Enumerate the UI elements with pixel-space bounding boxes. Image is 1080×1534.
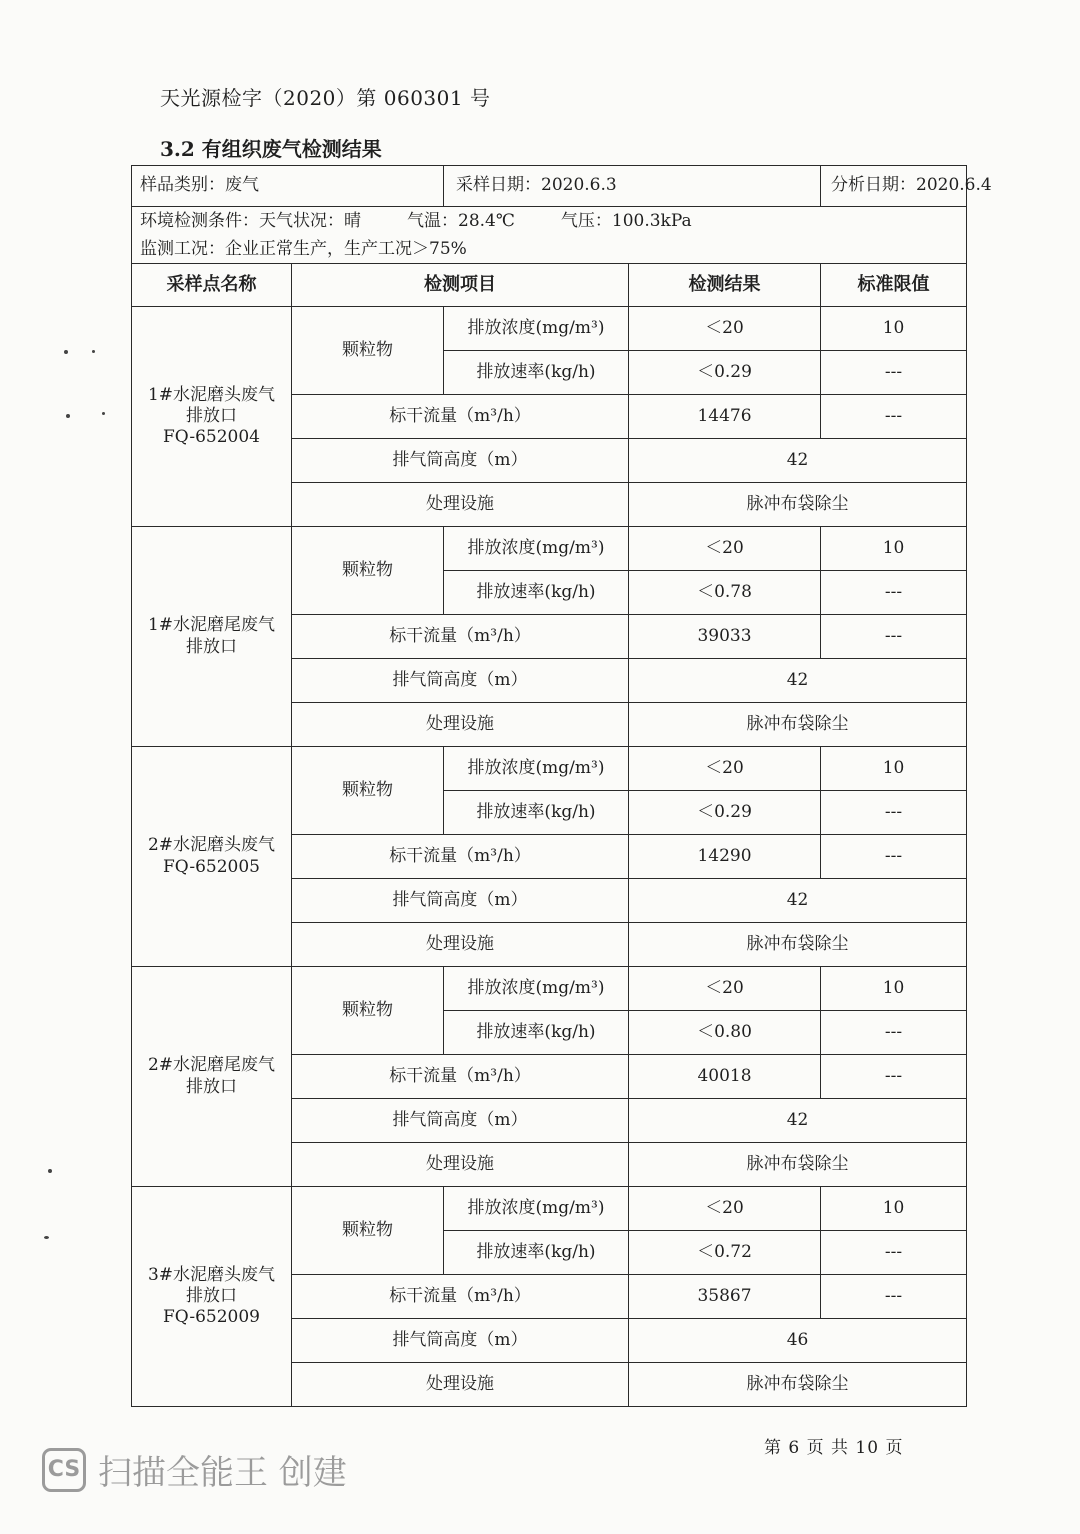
scan-speck	[48, 1169, 52, 1173]
flow-label: 标干流量（m³/h）	[292, 835, 629, 879]
concentration-label: 排放浓度(mg/m³)	[444, 307, 629, 351]
site-name-line: 排放口	[186, 636, 237, 657]
sampling-date-value: 2020.6.3	[541, 175, 617, 196]
rate-label: 排放速率(kg/h)	[444, 351, 629, 395]
rate-limit: ---	[821, 791, 967, 835]
concentration-label: 排放浓度(mg/m³)	[444, 1187, 629, 1231]
site-name-line: 2#水泥磨尾废气	[147, 1055, 276, 1076]
rate-result: ＜0.78	[629, 571, 821, 615]
flow-limit: ---	[821, 835, 967, 879]
treatment-label: 处理设施	[292, 483, 629, 527]
rate-result: ＜0.29	[629, 351, 821, 395]
watermark-text: 扫描全能王 创建	[98, 1453, 347, 1493]
treatment-value: 脉冲布袋除尘	[629, 1143, 967, 1187]
stack-height-value: 46	[629, 1319, 967, 1363]
site-name-cell	[132, 747, 292, 967]
flow-result: 35867	[629, 1275, 821, 1319]
concentration-result: ＜20	[629, 747, 821, 791]
concentration-label: 排放浓度(mg/m³)	[444, 527, 629, 571]
rate-limit: ---	[821, 571, 967, 615]
section-title: 3.2 有组织废气检测结果	[160, 137, 382, 161]
stack-height-value: 42	[629, 879, 967, 923]
flow-label: 标干流量（m³/h）	[292, 1275, 629, 1319]
stack-height-label: 排气筒高度（m）	[292, 659, 629, 703]
stack-height-value: 42	[629, 439, 967, 483]
treatment-value: 脉冲布袋除尘	[629, 703, 967, 747]
document-number: 天光源检字（2020）第 060301 号	[160, 86, 491, 110]
concentration-limit: 10	[821, 527, 967, 571]
concentration-limit: 10	[821, 967, 967, 1011]
scan-speck	[64, 350, 68, 354]
flow-limit: ---	[821, 1055, 967, 1099]
flow-label: 标干流量（m³/h）	[292, 615, 629, 659]
environment-row	[132, 207, 967, 264]
particulate-label: 颗粒物	[292, 967, 444, 1055]
table-row	[132, 1187, 967, 1231]
rate-label: 排放速率(kg/h)	[444, 571, 629, 615]
header-limit: 标准限值	[821, 264, 967, 307]
table-row	[132, 747, 967, 791]
rate-limit: ---	[821, 351, 967, 395]
concentration-limit: 10	[821, 1187, 967, 1231]
site-name-line: 2#水泥磨头废气	[147, 835, 276, 856]
header-item: 检测项目	[292, 264, 629, 307]
scan-speck	[44, 1236, 49, 1239]
site-name-line: FQ-652004	[163, 427, 260, 448]
site-name-cell	[132, 307, 292, 527]
treatment-value: 脉冲布袋除尘	[629, 483, 967, 527]
header-row	[132, 264, 967, 307]
header-result: 检测结果	[629, 264, 821, 307]
rate-result: ＜0.80	[629, 1011, 821, 1055]
site-name-line: 排放口	[186, 1285, 237, 1306]
site-name-line: FQ-652005	[163, 856, 260, 877]
particulate-label: 颗粒物	[292, 307, 444, 395]
treatment-label: 处理设施	[292, 1363, 629, 1407]
site-name-line: 1#水泥磨尾废气	[147, 615, 276, 636]
concentration-result: ＜20	[629, 967, 821, 1011]
particulate-label: 颗粒物	[292, 527, 444, 615]
sampling-date-label: 采样日期：	[456, 175, 541, 196]
flow-limit: ---	[821, 1275, 967, 1319]
analysis-date-cell	[821, 166, 992, 207]
rate-result: ＜0.29	[629, 791, 821, 835]
treatment-value: 脉冲布袋除尘	[629, 923, 967, 967]
rate-label: 排放速率(kg/h)	[444, 791, 629, 835]
concentration-label: 排放浓度(mg/m³)	[444, 747, 629, 791]
sample-type-cell	[132, 166, 444, 207]
particulate-label: 颗粒物	[292, 1187, 444, 1275]
site-name-line: 3#水泥磨头废气	[147, 1264, 276, 1285]
environment-cell	[132, 207, 967, 264]
treatment-value: 脉冲布袋除尘	[629, 1363, 967, 1407]
site-name-cell	[132, 527, 292, 747]
temperature-text: 气温：28.4℃	[407, 211, 515, 231]
flow-limit: ---	[821, 615, 967, 659]
pressure-text: 气压：100.3kPa	[560, 211, 692, 231]
emission-results-table	[131, 165, 992, 1407]
sample-type-label: 样品类别：	[140, 175, 225, 196]
meta-row	[132, 166, 967, 207]
stack-height-label: 排气筒高度（m）	[292, 439, 629, 483]
rate-label: 排放速率(kg/h)	[444, 1231, 629, 1275]
concentration-result: ＜20	[629, 307, 821, 351]
header-site: 采样点名称	[132, 264, 292, 307]
site-name-line: FQ-652009	[163, 1307, 260, 1328]
site-name-line: 1#水泥磨头废气	[147, 384, 276, 405]
site-name-line: 排放口	[186, 405, 237, 426]
flow-result: 39033	[629, 615, 821, 659]
stack-height-label: 排气筒高度（m）	[292, 1319, 629, 1363]
rate-limit: ---	[821, 1011, 967, 1055]
scanner-watermark	[42, 1445, 347, 1494]
table-row	[132, 967, 967, 1011]
sample-type-value: 废气	[225, 175, 259, 196]
rate-label: 排放速率(kg/h)	[444, 1011, 629, 1055]
stack-height-label: 排气筒高度（m）	[292, 1099, 629, 1143]
sampling-date-cell	[444, 166, 821, 207]
concentration-result: ＜20	[629, 1187, 821, 1231]
scan-speck	[92, 350, 95, 353]
treatment-label: 处理设施	[292, 923, 629, 967]
particulate-label: 颗粒物	[292, 747, 444, 835]
site-name-cell	[132, 967, 292, 1187]
rate-result: ＜0.72	[629, 1231, 821, 1275]
scan-speck	[102, 412, 105, 415]
flow-result: 14476	[629, 395, 821, 439]
camscanner-logo-icon: CS	[42, 1448, 86, 1492]
treatment-label: 处理设施	[292, 1143, 629, 1187]
stack-height-value: 42	[629, 1099, 967, 1143]
flow-label: 标干流量（m³/h）	[292, 395, 629, 439]
environment-conditions-line	[140, 207, 966, 235]
stack-height-label: 排气筒高度（m）	[292, 879, 629, 923]
site-name-line: 排放口	[186, 1076, 237, 1097]
conditions-label: 环境检测条件：	[140, 211, 259, 231]
flow-limit: ---	[821, 395, 967, 439]
stack-height-value: 42	[629, 659, 967, 703]
weather-text: 天气状况：晴	[259, 211, 361, 231]
treatment-label: 处理设施	[292, 703, 629, 747]
table-row	[132, 307, 967, 351]
operation-condition-line: 监测工况：企业正常生产，生产工况＞75%	[140, 239, 467, 259]
analysis-date-value: 2020.6.4	[916, 175, 992, 196]
flow-label: 标干流量（m³/h）	[292, 1055, 629, 1099]
concentration-label: 排放浓度(mg/m³)	[444, 967, 629, 1011]
table-row	[132, 527, 967, 571]
concentration-limit: 10	[821, 307, 967, 351]
site-name-cell	[132, 1187, 292, 1407]
flow-result: 14290	[629, 835, 821, 879]
scan-speck	[66, 414, 70, 418]
concentration-limit: 10	[821, 747, 967, 791]
analysis-date-label: 分析日期：	[831, 175, 917, 196]
rate-limit: ---	[821, 1231, 967, 1275]
concentration-result: ＜20	[629, 527, 821, 571]
page-number: 第 6 页 共 10 页	[764, 1438, 904, 1458]
flow-result: 40018	[629, 1055, 821, 1099]
